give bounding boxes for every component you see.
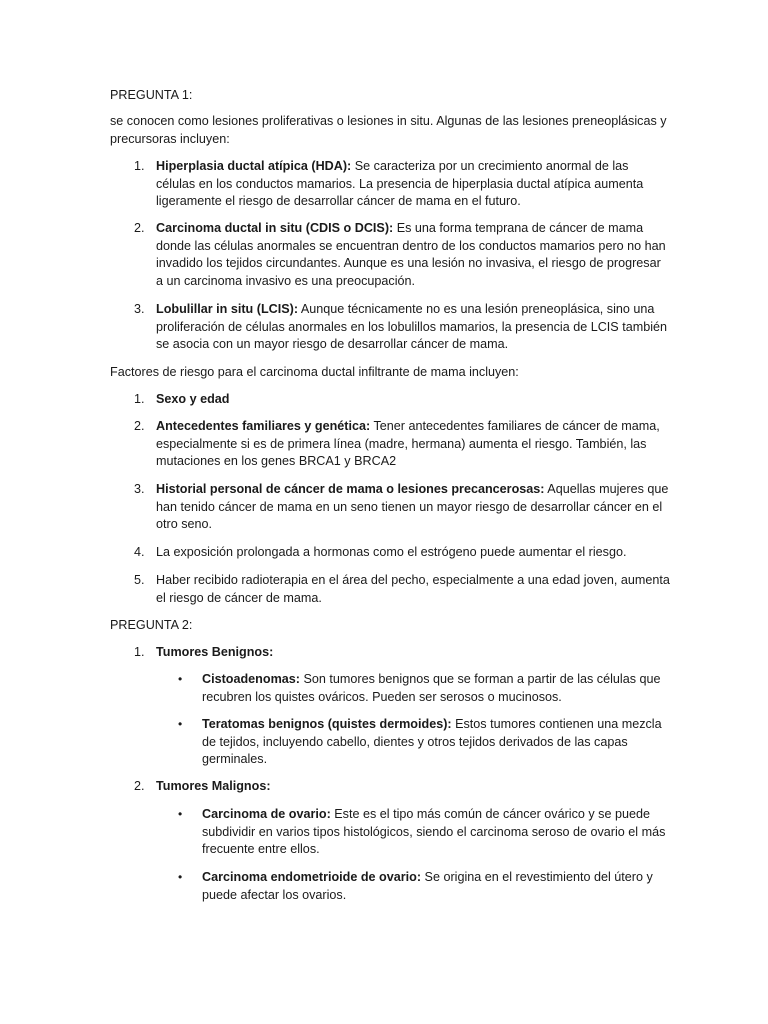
q1-heading: PREGUNTA 1:	[110, 88, 193, 102]
list-number: 1.	[134, 159, 145, 173]
item-term: Teratomas benignos (quistes dermoides):	[202, 717, 452, 731]
bullet-icon: •	[178, 870, 183, 884]
item-term: Carcinoma endometrioide de ovario:	[202, 870, 422, 884]
item-term: Carcinoma ductal in situ (CDIS o DCIS):	[156, 221, 394, 235]
item-text: Se caracteriza por un crecimiento anormal de las células en los conductos mamarios. La presencia de hiperplasia ductal atípica aumenta ligeramente el riesgo de desarrollar cáncer de mama en el futuro.	[156, 159, 644, 209]
bullet-icon: •	[178, 672, 183, 686]
item-term: Historial personal de cáncer de mama o lesiones precancerosas:	[156, 482, 545, 496]
item-term: Carcinoma de ovario:	[202, 807, 331, 821]
list-number: 4.	[134, 545, 145, 559]
list-number: 1.	[134, 392, 145, 406]
risk-intro: Factores de riesgo para el carcinoma ductal infiltrante de mama incluyen:	[110, 365, 519, 379]
item-text: Aunque técnicamente no es una lesión preneoplásica, sino una proliferación de células anormales en los lobulillos mamarios, la presencia de LCIS también se asocia con un mayor riesgo de desarrollar cáncer de mama.	[156, 302, 668, 352]
item-text: Haber recibido radioterapia en el área del pecho, especialmente a una edad joven, aumenta el riesgo de cáncer de mama.	[156, 573, 670, 605]
bullet-icon: •	[178, 807, 183, 821]
item-text: Son tumores benignos que se forman a partir de las células que recubren los quistes ováricos. Pueden ser serosos o mucinosos.	[202, 672, 661, 704]
item-term: Lobulillar in situ (LCIS):	[156, 302, 299, 316]
list-number: 5.	[134, 573, 145, 587]
item-text: Se origina en el revestimiento del útero y puede afectar los ovarios.	[202, 870, 653, 902]
item-text: Este es el tipo más común de cáncer ovárico y se puede subdividir en varios tipos histológicos, siendo el carcinoma seroso de ovario el más frecuente entre ellos.	[202, 807, 666, 857]
list-number: 3.	[134, 482, 145, 496]
item-text: La exposición prolongada a hormonas como el estrógeno puede aumentar el riesgo.	[156, 545, 627, 559]
item-text: Estos tumores contienen una mezcla de tejidos, incluyendo cabello, dientes y otros tejidos derivados de las capas germinales.	[202, 717, 662, 767]
q2-heading: PREGUNTA 2:	[110, 618, 193, 632]
item-term: Cistoadenomas:	[202, 672, 300, 686]
list-number: 1.	[134, 645, 145, 659]
list-number: 2.	[134, 779, 145, 793]
item-text: Aquellas mujeres que han tenido cáncer de mama en un seno tienen un mayor riesgo de desarrollar cáncer en el otro seno.	[156, 482, 669, 532]
item-term: Sexo y edad	[156, 392, 230, 406]
section-title: Tumores Benignos:	[156, 645, 274, 659]
list-number: 2.	[134, 221, 145, 235]
q1-intro: se conocen como lesiones proliferativas o lesiones in situ. Algunas de las lesiones preneoplásicas y precursoras incluyen:	[110, 114, 667, 146]
list-number: 3.	[134, 302, 145, 316]
item-term: Antecedentes familiares y genética:	[156, 419, 371, 433]
item-text: Tener antecedentes familiares de cáncer de mama, especialmente si es de primera línea (madre, hermana) aumenta el riesgo. También, las mutaciones en los genes BRCA1 y BRCA2	[156, 419, 660, 469]
section-title: Tumores Malignos:	[156, 779, 271, 793]
item-term: Hiperplasia ductal atípica (HDA):	[156, 159, 352, 173]
bullet-icon: •	[178, 717, 183, 731]
item-text: Es una forma temprana de cáncer de mama donde las células anormales se encuentran dentro de los conductos mamarios pero no han invadido los tejidos circundantes. Aunque es una lesión no invasiva, el riesgo de progresar a un carcinoma invasivo es una preocupación.	[156, 221, 666, 288]
list-number: 2.	[134, 419, 145, 433]
